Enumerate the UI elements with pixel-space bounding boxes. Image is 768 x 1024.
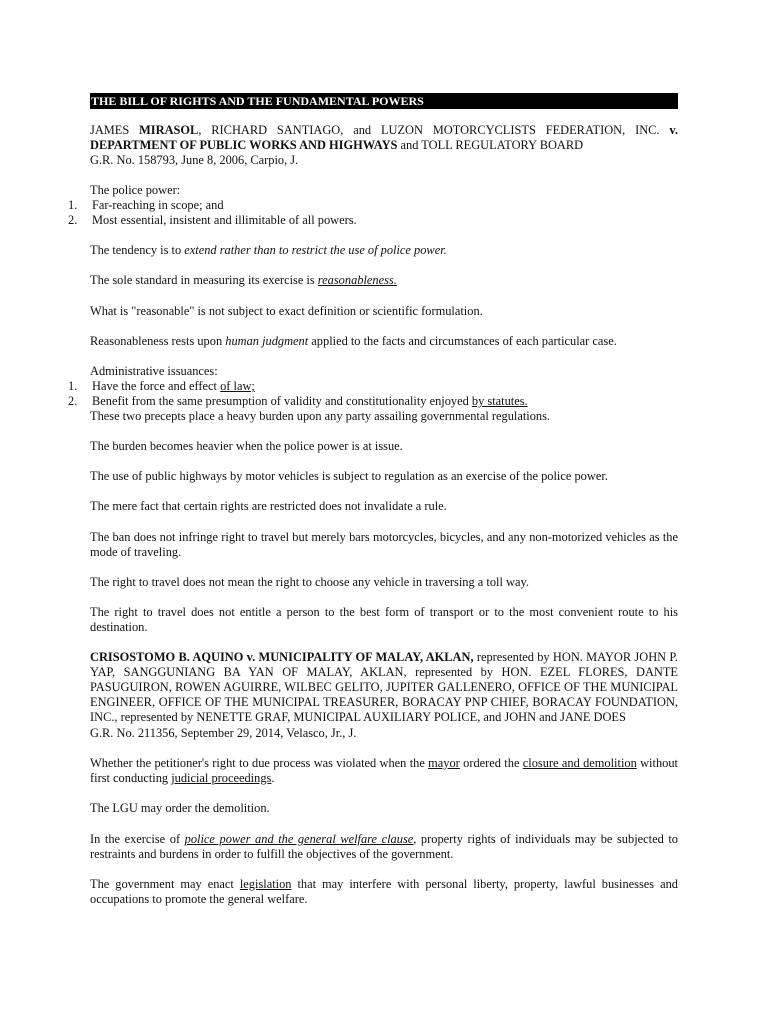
case-caption-mirasol: JAMES MIRASOL, RICHARD SANTIAGO, and LUZON MOTORCYCLISTS FEDERATION, INC. v. DEPARTMENT OF PUBLIC WORKS AND HIGHWAYS and TOLL REGULATORY BOARD <box>90 123 678 152</box>
paragraph-highways: The use of public highways by motor vehicles is subject to regulation as an exercise of the police power. <box>90 469 608 483</box>
paragraph-ban: The ban does not infringe right to travel but merely bars motorcycles, bicycles, and any non-motorized vehicles as the mode of traveling. <box>90 530 678 559</box>
paragraph-tendency: The tendency is to extend rather than to restrict the use of police power. <box>90 243 447 257</box>
list-number: 2. <box>68 213 78 227</box>
list-number: 1. <box>68 198 78 212</box>
list-number: 2. <box>68 394 78 408</box>
paragraph-lgu: The LGU may order the demolition. <box>90 801 270 815</box>
case-caption-aquino: CRISOSTOMO B. AQUINO v. MUNICIPALITY OF MALAY, AKLAN, represented by HON. MAYOR JOHN P. YAP, SANGGUNIANG BA YAN OF MALAY, AKLAN, represented by HON. EZEL FLORES, DANTE PASUGUIRON, ROWEN AGUIRRE, WILBEC GELITO, JUPITER GALLENERO, OFFICE OF THE MUNICIPAL ENGINEER, OFFICE OF THE MUNICIPAL TREASURER, BORACAY PNP CHIEF, BORACAY FOUNDATION, INC., represented by NENETTE GRAF, MUNICIPAL AUXILIARY POLICE, and JOHN and JANE DOES <box>90 650 678 724</box>
paragraph-due-process: Whether the petitioner's right to due process was violated when the mayor ordered the closure and demolition without first conducting judicial proceedings. <box>90 756 678 785</box>
list-item: Have the force and effect of law; <box>92 379 255 393</box>
case-citation: G.R. No. 211356, September 29, 2014, Velasco, Jr., J. <box>90 726 357 740</box>
admin-issuances-intro: Administrative issuances: <box>90 364 218 378</box>
list-item: Far-reaching in scope; and <box>92 198 224 212</box>
police-power-intro: The police power: <box>90 183 181 197</box>
paragraph-burden: The burden becomes heavier when the police power is at issue. <box>90 439 403 453</box>
list-item: Benefit from the same presumption of validity and constitutionality enjoyed by statutes. <box>92 394 528 408</box>
list-item: Most essential, insistent and illimitable of all powers. <box>92 213 357 227</box>
paragraph-sole-standard: The sole standard in measuring its exercise is reasonableness. <box>90 273 397 287</box>
paragraph-reasonable: What is "reasonable" is not subject to exact definition or scientific formulation. <box>90 304 483 318</box>
paragraph-travel-vehicle: The right to travel does not mean the right to choose any vehicle in traversing a toll way. <box>90 575 529 589</box>
paragraph-legislation: The government may enact legislation that may interfere with personal liberty, property, lawful businesses and occupations to promote the general welfare. <box>90 877 678 906</box>
paragraph-mere-fact: The mere fact that certain rights are restricted does not invalidate a rule. <box>90 499 447 513</box>
case-citation: G.R. No. 158793, June 8, 2006, Carpio, J. <box>90 153 299 167</box>
paragraph-human-judgment: Reasonableness rests upon human judgment applied to the facts and circumstances of each particular case. <box>90 334 617 348</box>
list-number: 1. <box>68 379 78 393</box>
paragraph-travel-route: The right to travel does not entitle a person to the best form of transport or to the most convenient route to his destination. <box>90 605 678 634</box>
section-title: THE BILL OF RIGHTS AND THE FUNDAMENTAL POWERS <box>90 93 678 109</box>
paragraph-precepts: These two precepts place a heavy burden upon any party assailing governmental regulations. <box>90 409 551 423</box>
paragraph-general-welfare: In the exercise of police power and the general welfare clause, property rights of individuals may be subjected to restraints and burdens in order to fulfill the objectives of the government. <box>90 832 678 861</box>
